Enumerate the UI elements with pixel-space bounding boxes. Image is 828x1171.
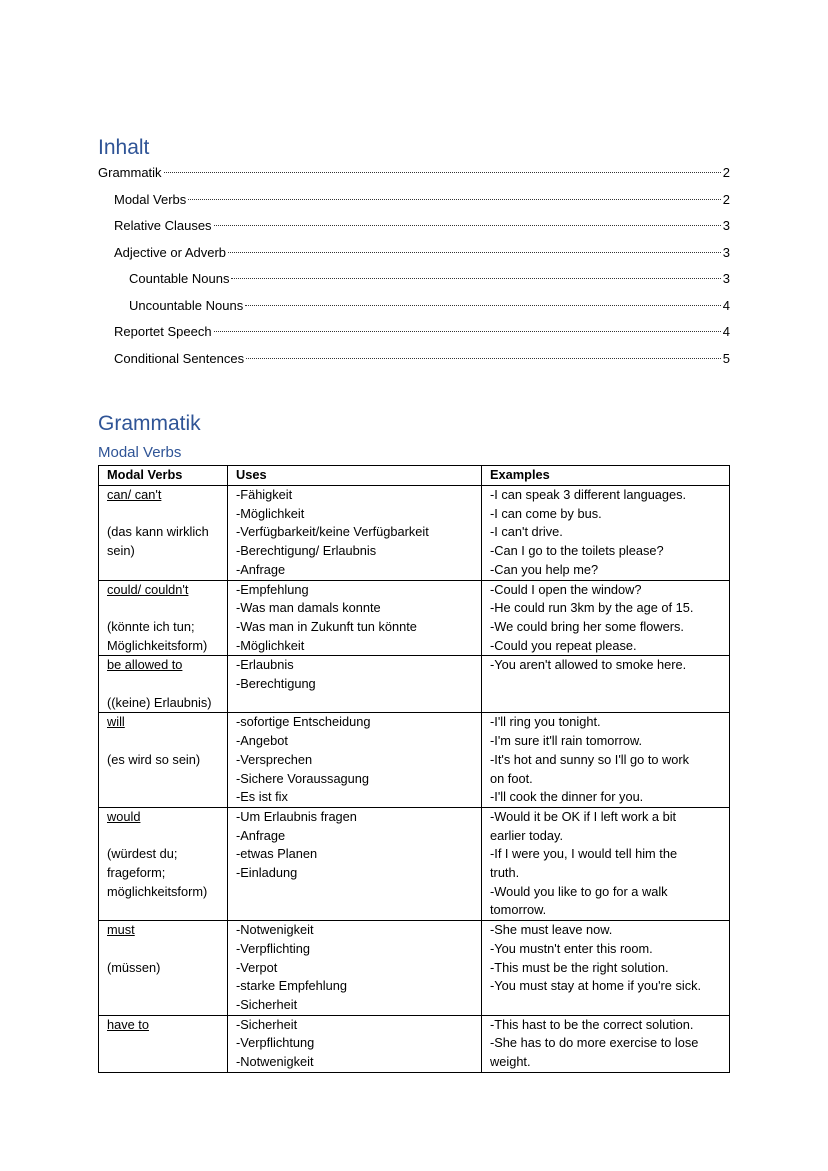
verb-label: can/ can't [107,487,162,502]
verb-note: Möglichkeitsform) [107,637,208,653]
use-item: -Sichere Voraussagung [236,770,370,786]
verb-note: (könnte ich tun; [107,618,195,634]
section-heading: Grammatik [98,412,201,435]
uses-cell [228,486,482,581]
use-item: -Notwenigkeit [236,1054,314,1070]
toc-entry-label: Relative Clauses [114,218,212,233]
use-item: -etwas Planen [236,846,318,862]
toc-entry-page: 3 [722,271,730,286]
toc-leader [246,358,721,359]
toc-entry-label: Countable Nouns [129,271,230,286]
use-item: -Berechtigung/ Erlaubnis [236,543,377,559]
table-row [99,486,730,581]
use-item: -Erlaubnis [236,657,294,673]
toc-entry[interactable] [98,163,730,190]
toc-leader [188,199,721,200]
column-header: Modal Verbs [99,466,228,486]
example-item: -She has to do more exercise to lose [490,1035,699,1051]
examples-cell [482,713,730,808]
toc-leader [164,172,721,173]
example-item: -Can I go to the toilets please? [490,543,664,559]
toc-entry[interactable] [98,190,730,217]
table-of-contents [98,163,730,375]
uses-cell [228,656,482,713]
toc-entry-label: Conditional Sentences [114,350,245,366]
use-item: -Anfrage [236,827,286,843]
toc-entry-label: Reportet Speech [114,324,212,339]
use-item: -Möglichkeit [236,637,305,653]
toc-entry-page: 4 [722,324,730,339]
use-item: -Einladung [236,865,298,881]
verb-label: be allowed to [107,657,183,673]
toc-entry-page: 5 [722,350,730,366]
example-item: -He could run 3km by the age of 15. [490,600,694,616]
example-item: on foot. [490,770,533,786]
verb-note: (das kann wirklich [107,524,209,540]
toc-entry-label: Adjective or Adverb [114,244,227,260]
example-item: -Would you like to go for a walk [490,883,668,899]
toc-entry-page: 4 [722,297,730,313]
uses-cell [228,807,482,920]
modal-verbs-table [98,465,730,1073]
column-header: Examples [482,466,730,486]
example-item: -We could bring her some flowers. [490,618,684,634]
toc-leader [231,278,720,279]
examples-cell [482,921,730,1016]
table-row [99,656,730,713]
example-item: -This must be the right solution. [490,959,669,975]
verb-note: (es wird so sein) [107,751,201,767]
toc-entry-label: Uncountable Nouns [129,297,244,313]
verb-note: ((keine) Erlaubnis) [107,694,212,710]
example-item: truth. [490,865,520,881]
verb-note: möglichkeitsform) [107,883,208,899]
example-item: -I'm sure it'll rain tomorrow. [490,733,643,749]
verb-cell [99,486,228,581]
toc-entry-label: Modal Verbs [114,191,187,207]
verb-cell [99,713,228,808]
use-item: -Verpflichtung [236,1035,315,1051]
use-item: -Es ist fix [236,789,288,805]
toc-leader [214,331,721,332]
use-item: -Sicherheit [236,996,298,1012]
examples-cell [482,656,730,713]
verb-cell [99,580,228,656]
verb-cell [99,656,228,713]
use-item: -Empfehlung [236,581,309,597]
example-item: weight. [490,1054,531,1070]
toc-entry[interactable] [98,349,730,376]
toc-leader [228,252,721,253]
use-item: -Verpflichting [236,940,310,956]
example-item: -I can come by bus. [490,505,602,521]
use-item: -Was man in Zukunft tun könnte [236,618,417,634]
example-item: -You mustn't enter this room. [490,940,653,956]
section-subheading: Modal Verbs [98,444,182,461]
example-item: -It's hot and sunny so I'll go to work [490,751,690,767]
table-row [99,713,730,808]
examples-cell [482,807,730,920]
use-item: -Notwenigkeit [236,922,314,938]
examples-cell [482,1015,730,1072]
table-row [99,921,730,1016]
verb-label: would [107,808,141,824]
use-item: -Versprechen [236,751,313,767]
example-item: -This hast to be the correct solution. [490,1016,694,1032]
verb-note: (müssen) [107,959,161,975]
toc-entry[interactable] [98,269,730,296]
use-item: -Was man damals konnte [236,600,381,616]
uses-cell [228,713,482,808]
use-item: -Um Erlaubnis fragen [236,808,357,824]
verb-label: have to [107,1016,149,1032]
use-item: -sofortige Entscheidung [236,714,371,730]
example-item: -You must stay at home if you're sick. [490,978,702,994]
verb-note: (würdest du; [107,846,178,862]
toc-entry[interactable] [98,243,730,270]
toc-leader [245,305,721,306]
toc-leader [214,225,721,226]
verb-label: must [107,922,135,938]
verb-cell [99,921,228,1016]
example-item: -I can speak 3 different languages. [490,487,687,502]
use-item: -Sicherheit [236,1016,298,1032]
example-item: -You aren't allowed to smoke here. [490,657,687,673]
example-item: tomorrow. [490,902,547,918]
use-item: -Möglichkeit [236,505,305,521]
use-item: -Verfügbarkeit/keine Verfügbarkeit [236,524,429,540]
example-item: -She must leave now. [490,922,613,938]
example-item: -Could I open the window? [490,581,642,597]
use-item: -Berechtigung [236,676,316,692]
example-item: -Could you repeat please. [490,637,637,653]
table-header-row [99,466,730,486]
toc-title: Inhalt [98,136,150,159]
verb-note: frageform; [107,865,166,881]
table-row [99,807,730,920]
uses-cell [228,921,482,1016]
verb-cell [99,1015,228,1072]
examples-cell [482,580,730,656]
example-item: -I can't drive. [490,524,563,540]
toc-entry-page: 2 [722,191,730,207]
column-header: Uses [228,466,482,486]
verb-cell [99,807,228,920]
use-item: -Verpot [236,959,278,975]
use-item: -Angebot [236,733,288,749]
example-item: -I'll cook the dinner for you. [490,789,644,805]
use-item: -Anfrage [236,561,286,577]
use-item: -starke Empfehlung [236,978,347,994]
uses-cell [228,580,482,656]
verb-label: could/ couldn't [107,581,189,597]
examples-cell [482,486,730,581]
example-item: -Would it be OK if I left work a bit [490,808,677,824]
example-item: -I'll ring you tonight. [490,714,601,730]
use-item: -Fähigkeit [236,487,293,502]
example-item: earlier today. [490,827,564,843]
uses-cell [228,1015,482,1072]
toc-entry[interactable] [98,296,730,323]
example-item: -Can you help me? [490,561,599,577]
verb-label: will [107,714,125,730]
table-row [99,1015,730,1072]
example-item: -If I were you, I would tell him the [490,846,678,862]
toc-entry-page: 2 [722,165,730,180]
table-row [99,580,730,656]
toc-entry-page: 3 [722,244,730,260]
toc-entry-label: Grammatik [98,165,162,180]
toc-entry[interactable] [98,322,730,349]
toc-entry-page: 3 [722,218,730,233]
verb-note: sein) [107,543,135,559]
toc-entry[interactable] [98,216,730,243]
